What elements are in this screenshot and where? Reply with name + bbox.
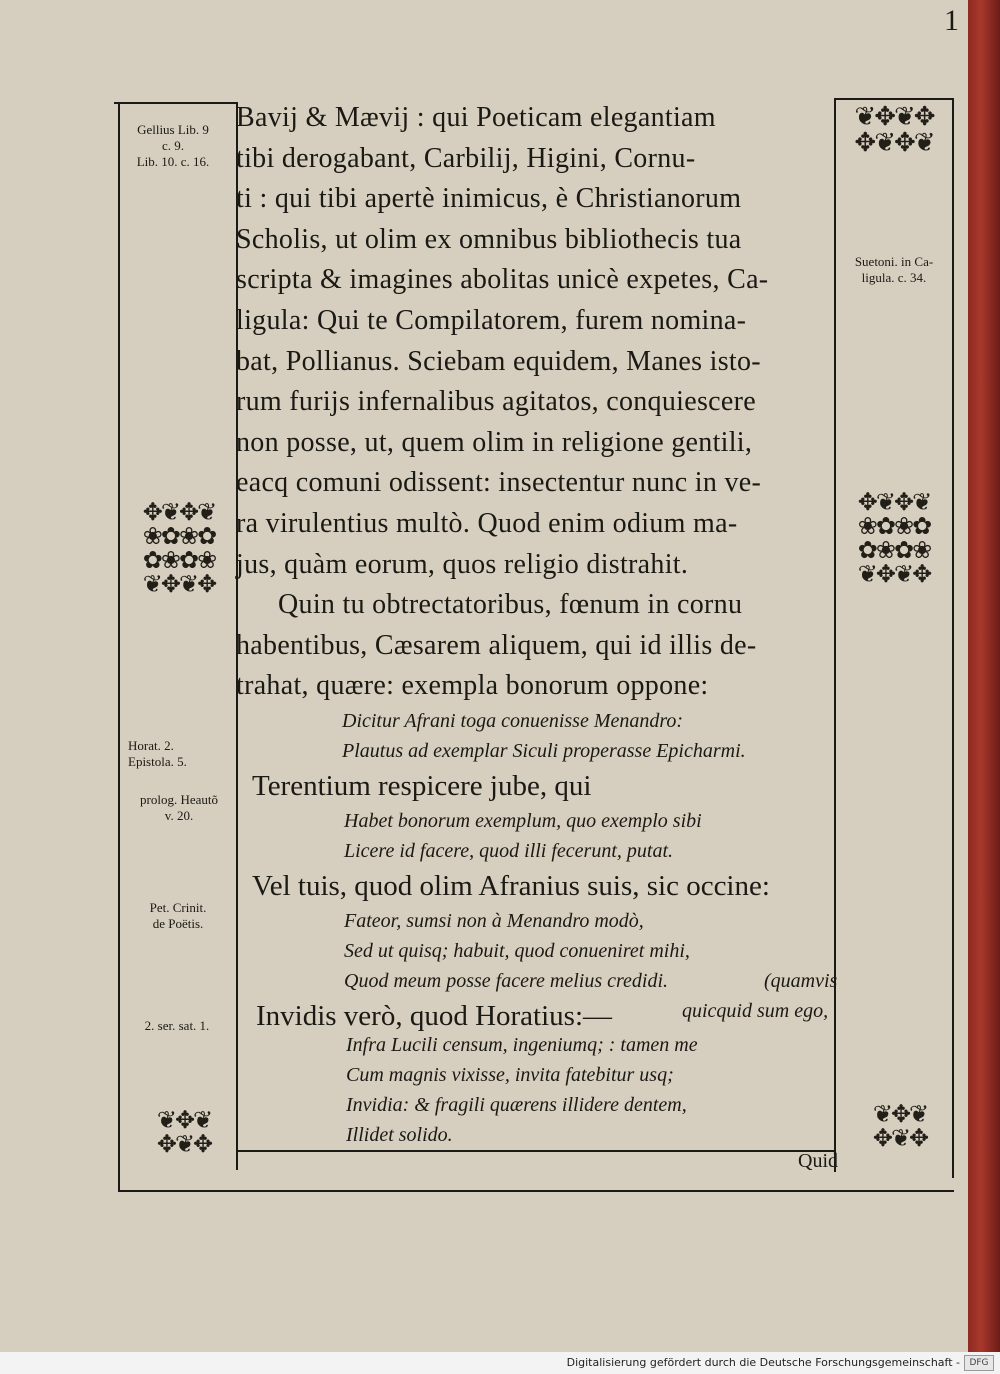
- prose-line: tibi derogabant, Carbilij, Higini, Cornu-: [236, 142, 696, 174]
- margin-note-sat: [124, 1018, 230, 1034]
- footer-credit: Digitalisierung gefördert durch die Deutsche Forschungsgemeinschaft -: [566, 1356, 960, 1369]
- frame-rule-right-outer: [952, 98, 954, 1178]
- body-line: Terentium respicere jube, qui: [252, 770, 592, 802]
- margin-note-line: Pet. Crinit.: [149, 900, 207, 915]
- body-line: Invidis verò, quod Horatius:—: [256, 1000, 613, 1032]
- frame-rule-bottom-outer: [118, 1190, 954, 1192]
- verse-line-continuation: (quamvis: [764, 970, 838, 992]
- verse-line: Plautus ad exemplar Siculi properasse Epicharmi.: [342, 740, 746, 762]
- verse-line: Dicitur Afrani toga conuenisse Menandro:: [342, 710, 684, 732]
- prose-line: ligula: Qui te Compilatorem, furem nomina-: [236, 304, 747, 336]
- prose-line: Scholis, ut olim ex omnibus bibliothecis tua: [236, 223, 742, 255]
- prose-line: jus, quàm eorum, quos religio distrahit.: [236, 548, 689, 580]
- margin-note-prolog: [122, 792, 236, 824]
- verse-line: Invidia: & fragili quærens illidere dentem,: [346, 1094, 687, 1116]
- ornament-top-right: ❦✥❦✥ ✥❦✥❦: [854, 102, 934, 158]
- margin-note-line: c. 9.: [161, 138, 185, 153]
- prose-line: ra virulentius multò. Quod enim odium ma-: [236, 507, 738, 539]
- prose-line: eacq comuni odissent: insectentur nunc in ve-: [236, 467, 762, 499]
- book-binding-edge: [968, 0, 1000, 1352]
- margin-note-line: Lib. 10. c. 16.: [136, 154, 210, 169]
- verse-line: Habet bonorum exemplum, quo exemplo sibi: [344, 810, 702, 832]
- prose-line: trahat, quære: exempla bonorum oppone:: [236, 670, 709, 702]
- verse-line: Sed ut quisq; habuit, quod conueniret mihi,: [344, 940, 690, 962]
- margin-note-line: prolog. Heautõ: [140, 792, 218, 807]
- margin-note-line: ligula. c. 34.: [861, 270, 927, 285]
- verse-line: Infra Lucili censum, ingeniumq; : tamen me: [346, 1034, 698, 1056]
- verse-line: Licere id facere, quod illi fecerunt, putat.: [344, 840, 674, 862]
- prose-line: habentibus, Cæsarem aliquem, qui id illis de-: [236, 629, 757, 661]
- margin-note-gellius: [112, 122, 234, 170]
- prose-line: scripta & imagines abolitas unicè expetes, Ca-: [236, 264, 769, 296]
- verse-line: Illidet solido.: [346, 1124, 453, 1146]
- ornament-left-bottom: ❦✥❦ ✥❦✥: [156, 1106, 212, 1158]
- margin-note-line: Epistola. 5.: [128, 754, 187, 769]
- frame-rule-left-outer: [118, 104, 120, 1192]
- frame-rule-bottom-inner: [236, 1150, 836, 1152]
- margin-note-line: v. 20.: [164, 808, 194, 823]
- margin-note-line: de Poëtis.: [152, 916, 204, 931]
- body-line: Vel tuis, quod olim Afranius suis, sic occine:: [252, 870, 770, 902]
- prose-line: bat, Pollianus. Sciebam equidem, Manes isto-: [236, 345, 761, 377]
- ornament-left-middle: ✥❦✥❦ ❀✿❀✿ ✿❀✿❀ ❦✥❦✥: [142, 498, 216, 598]
- frame-rule-top-right: [834, 98, 954, 100]
- page-mark: 1: [944, 4, 959, 37]
- margin-note-line: Suetoni. in Ca-: [854, 254, 934, 269]
- verse-line: Cum magnis vixisse, invita fatebitur usq;: [346, 1064, 674, 1086]
- verse-line: Quod meum posse facere melius credidi.: [344, 970, 669, 992]
- catchword: Quid: [798, 1150, 838, 1172]
- prose-line: Quin tu obtrectatoribus, fœnum in cornu: [278, 589, 743, 621]
- footer-bar: [0, 1352, 1000, 1374]
- dfg-logo: DFG: [964, 1355, 994, 1371]
- verse-line: Fateor, sumsi non à Menandro modò,: [344, 910, 644, 932]
- prose-line: rum furijs infernalibus agitatos, conquiescere: [236, 386, 756, 418]
- margin-note-line: Horat. 2.: [128, 738, 174, 753]
- margin-note-suetonius: [836, 254, 952, 286]
- ornament-right-bottom: ❦✥❦ ✥❦✥: [872, 1100, 928, 1152]
- verse-line: quicquid sum ego,: [682, 1000, 829, 1022]
- margin-note-line: Gellius Lib. 9: [137, 122, 209, 137]
- prose-line: non posse, ut, quem olim in religione gentili,: [236, 426, 753, 458]
- ornament-right-middle: ✥❦✥❦ ❀✿❀✿ ✿❀✿❀ ❦✥❦✥: [857, 488, 931, 588]
- frame-rule-top-left: [114, 102, 238, 104]
- prose-line: Bavij & Mævij : qui Poeticam elegantiam: [236, 102, 716, 133]
- margin-note-crinit: [126, 900, 230, 932]
- main-prose: [236, 98, 836, 707]
- margin-note-line: 2. ser. sat. 1.: [144, 1018, 210, 1033]
- margin-note-horat: [120, 738, 218, 770]
- prose-line: ti : qui tibi apertè inimicus, è Christianorum: [236, 183, 742, 215]
